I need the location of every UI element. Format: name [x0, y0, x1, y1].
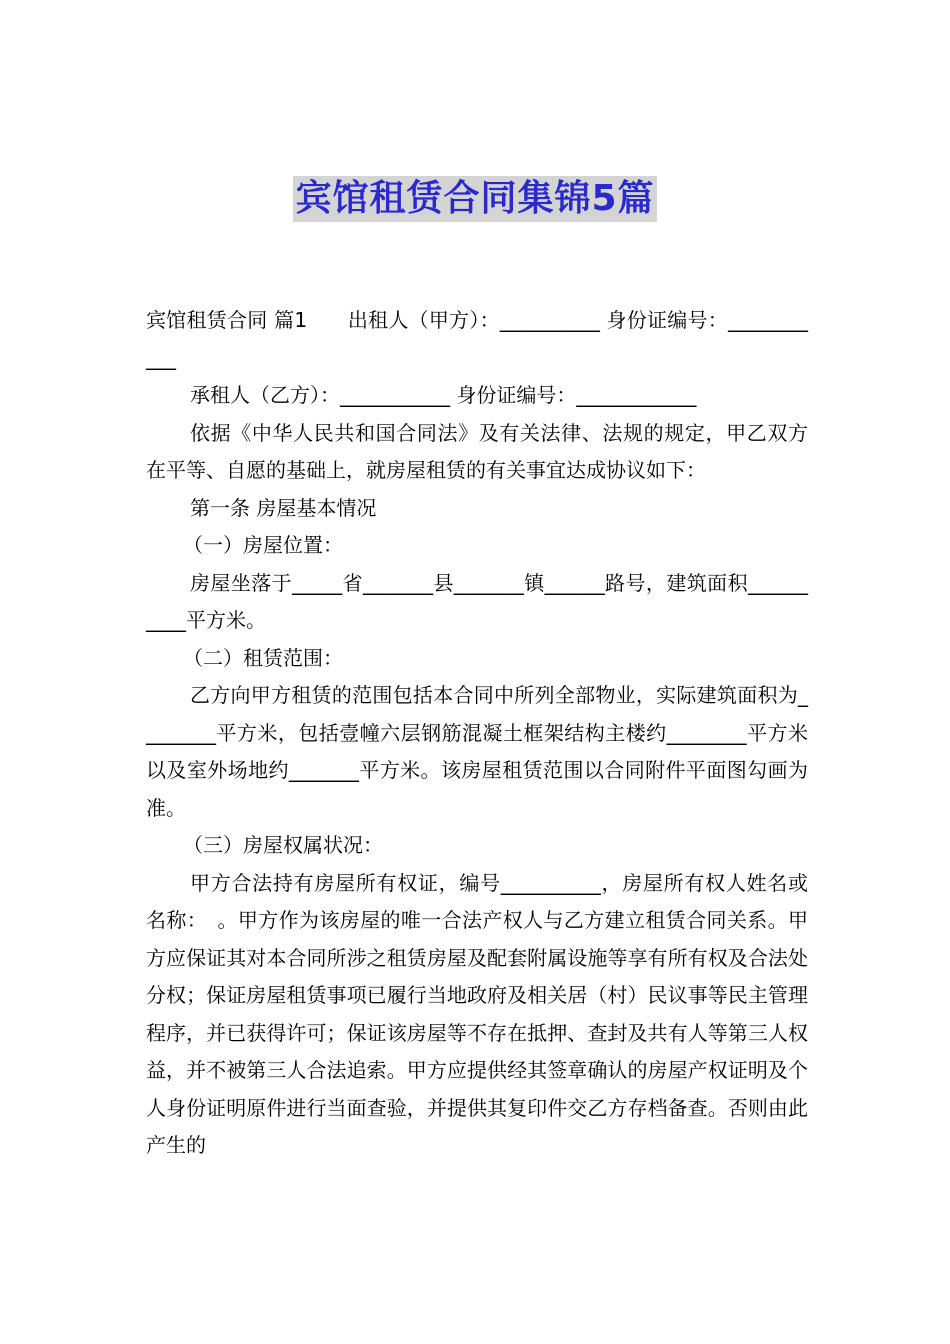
paragraph-basis: 依据《中华人民共和国合同法》及有关法律、法规的规定，甲乙双方在平等、自愿的基础上，就房屋租赁的有关事宜达成协议如下： [146, 420, 808, 482]
paragraph-location: 房屋坐落于_____省_______县_______镇______路号，建筑面积__________平方米。 [146, 570, 808, 632]
heading-article-1: 第一条 房屋基本情况 [190, 495, 377, 520]
paragraph-intro: 宾馆租赁合同 篇1 出租人（甲方）：__________ 身份证编号：___________ [146, 308, 808, 370]
document-title-text: 宾馆租赁合同集锦5篇 [293, 176, 656, 222]
heading-ownership: （三）房屋权属状况： [183, 833, 383, 857]
document-body [146, 302, 808, 1165]
paragraph-scope: 乙方向甲方租赁的范围包括本合同中所列全部物业，实际建筑面积为________平方米，包括壹幢六层钢筋混凝土框架结构主楼约________平方米以及室外场地约_______平方米。该房屋租赁范围以合同附件平面图勾画为准。 [146, 683, 808, 820]
heading-scope: （二）租赁范围： [183, 645, 343, 670]
paragraph-ownership: 甲方合法持有房屋所有权证，编号__________，房屋所有权人姓名或名称： 。甲方作为该房屋的唯一合法产权人与乙方建立租赁合同关系。甲方应保证其对本合同所涉之租赁房屋及配套附属设施等享有所有权及合法处分权；保证房屋租赁事项已履行当地政府及相关居（村）民议事等民主管理程序，并已获得许可；保证该房屋等不存在抵押、查封及共有人等第三人权益，并不被第三人合法追索。甲方应提供经其签章确认的房屋产权证明及个人身份证明原件进行当面查验，并提供其复印件交乙方存档备查。否则由此产生的 [146, 870, 808, 1157]
document-title [0, 176, 950, 222]
paragraph-lessee: 承租人（乙方）：___________ 身份证编号：____________ [190, 383, 697, 407]
heading-location: （一）房屋位置： [183, 533, 343, 557]
